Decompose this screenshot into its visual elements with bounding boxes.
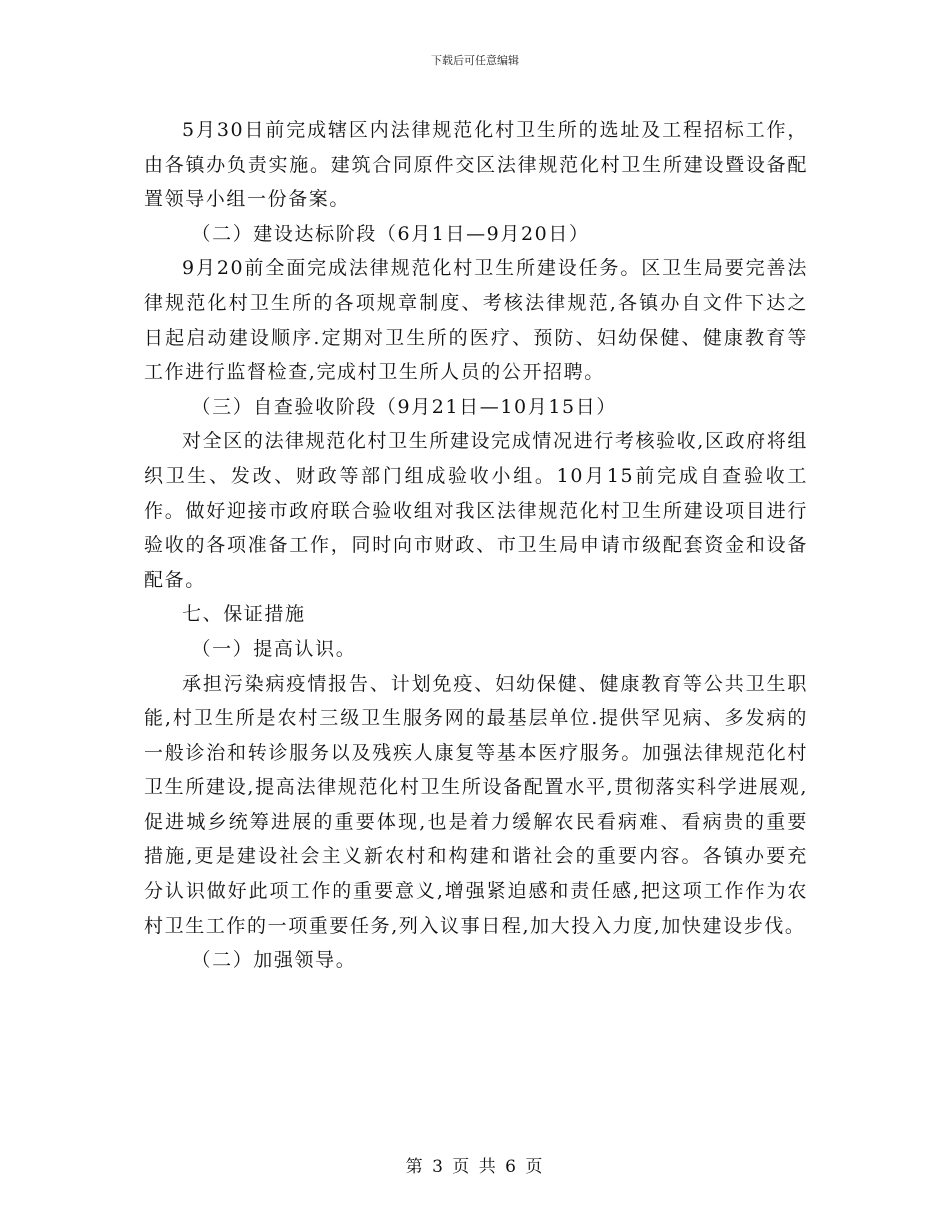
paragraph-awareness-details: 承担污染病疫情报告、计划免疫、妇幼保健、健康教育等公共卫生职能,村卫生所是农村三级卫生服务网的最基层单位.提供罕见病、多发病的一般诊治和转诊服务以及残疾人康复等基本医疗服务。加强法律规范化村卫生所建设,提高法律规范化村卫生所设备配置水平,贯彻落实科学进展观,促进城乡统筹进展的重要体现,也是着力缓解农民看病难、看病贵的重要措施,更是建设社会主义新农村和构建和谐社会的重要内容。各镇办要充分认识做好此项工作的重要意义,增强紧迫感和责任感,把这项工作作为农村卫生工作的一项重要任务,列入议事日程,加大投入力度,加快建设步伐。	[144, 672, 808, 937]
paragraph-inspection-tasks: 对全区的法律规范化村卫生所建设完成情况进行考核验收,区政府将组织卫生、发改、财政等部门组成验收小组。10月15前完成自查验收工作。做好迎接市政府联合验收组对我区法律规范化村卫生所建设项目进行验收的各项准备工作，同时向市财政、市卫生局申请市级配套资金和设备配备。	[144, 430, 808, 591]
paragraph-site-selection: 5月30日前完成辖区内法律规范化村卫生所的选址及工程招标工作，由各镇办负责实施。建筑合同原件交区法律规范化村卫生所建设暨设备配置领导小组一份备案。	[144, 119, 808, 211]
heading-construction-stage: （二）建设达标阶段（6月1日—9月20日）	[191, 222, 590, 245]
heading-raise-awareness: （一）提高认识。	[191, 637, 357, 660]
page-header-note: 下载后可任意编辑	[431, 54, 519, 67]
heading-inspection-stage: （三）自查验收阶段（9月21日—10月15日）	[191, 395, 617, 418]
paragraph-construction-tasks: 9月20前全面完成法律规范化村卫生所建设任务。区卫生局要完善法律规范化村卫生所的各项规章制度、考核法律规范,各镇办自文件下达之日起启动建设顺序.定期对卫生所的医疗、预防、妇幼保健、健康教育等工作进行监督检查,完成村卫生所人员的公开招聘。	[144, 257, 808, 384]
page-number: 第 3 页 共 6 页	[405, 1157, 545, 1177]
heading-guarantee-measures: 七、保证措施	[182, 603, 306, 626]
document-body	[144, 113, 808, 978]
heading-strengthen-leadership: （二）加强领导。	[191, 949, 357, 972]
